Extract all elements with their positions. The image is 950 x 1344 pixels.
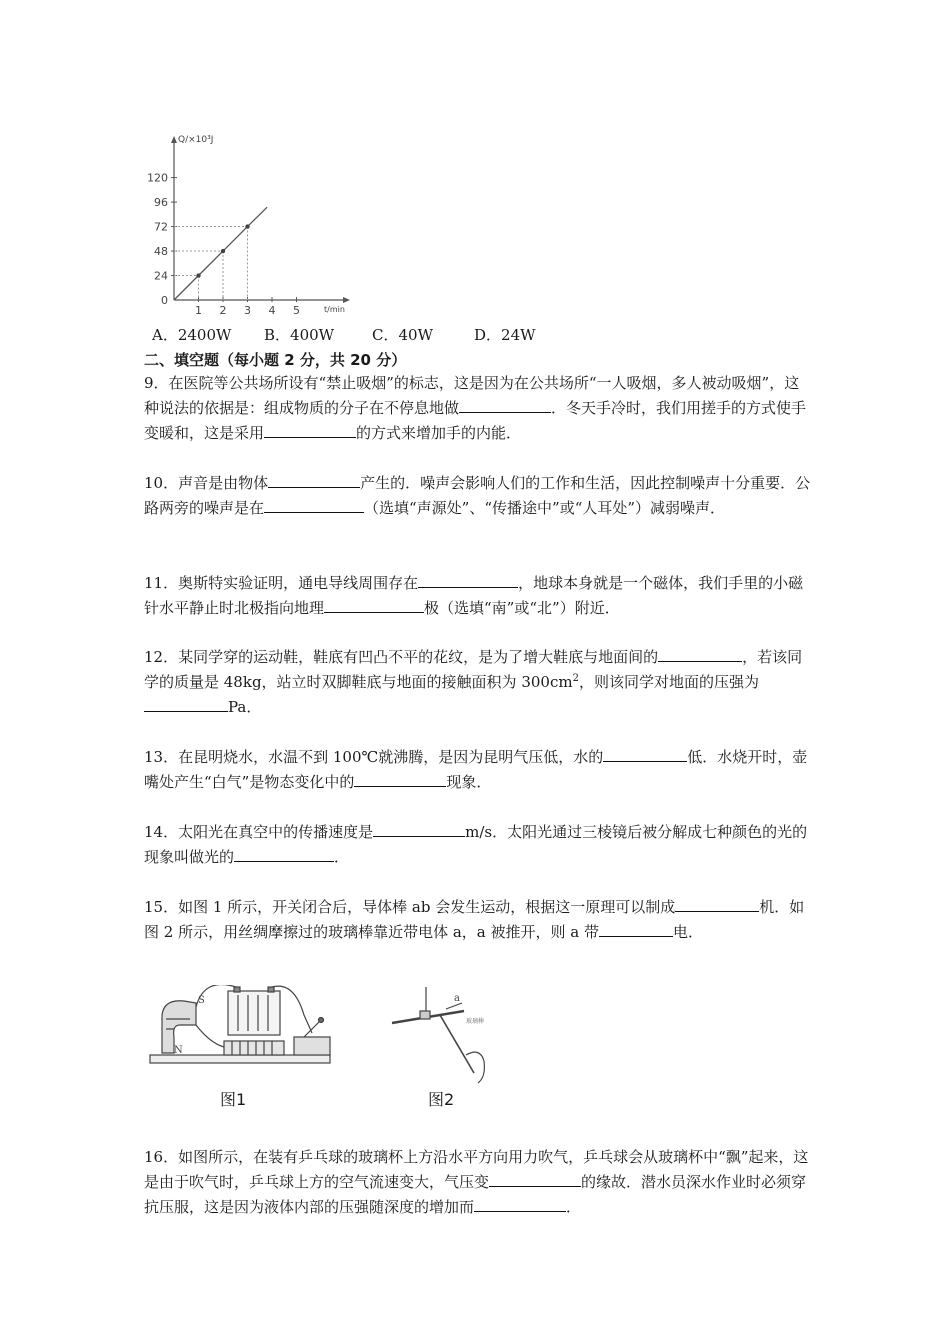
x-tick-label: 1 xyxy=(195,304,202,317)
q14-text-2: m/s．太阳光通过三棱镜后被分解成七种颜色的光的现象叫做光的 xyxy=(144,823,808,866)
q14-text-1: 14．太阳光在真空中的传播速度是 xyxy=(144,823,374,841)
q15-blank-1[interactable] xyxy=(675,896,759,912)
q16-text-1: 16．如图所示，在装有乒乓球的玻璃杯上方沿水平方向用力吹气，乒乓球会从玻璃杯中“飘”起来，这是由于吹气时，乒乓球上方的空气流速变大，气压变 xyxy=(144,1148,809,1191)
y-tick-label: 120 xyxy=(147,171,168,185)
q15-text-3: 电． xyxy=(672,923,703,941)
q11-text-1: 11．奥斯特实验证明，通电导线周围存在 xyxy=(144,574,419,592)
question-14 xyxy=(144,820,814,870)
q14-blank-2[interactable] xyxy=(234,846,334,862)
y-axis-arrow xyxy=(171,136,177,143)
question-10 xyxy=(144,471,814,521)
q15-text-2: 机．如图 2 所示，用丝绸摩擦过的玻璃棒靠近带电体 a，a 被推开，则 a 带 xyxy=(144,898,805,941)
q10-text-3: （选填“声源处”、“传播途中”或“人耳处”）减弱噪声． xyxy=(364,499,726,517)
y-tick-label: 96 xyxy=(154,196,168,210)
svg-text:玻璃棒: 玻璃棒 xyxy=(466,1018,485,1025)
figure-1-drawing xyxy=(150,985,330,1063)
q15-text-1: 15．如图 1 所示，开关闭合后，导体棒 ab 会发生运动，根据这一原理可以制成 xyxy=(144,898,676,916)
y-tick-label: 24 xyxy=(154,269,168,283)
figure-2-caption: 图2 xyxy=(428,1090,455,1109)
data-point xyxy=(196,273,200,277)
data-line xyxy=(174,207,267,300)
svg-text:a: a xyxy=(454,993,460,1004)
q10-blank-2[interactable] xyxy=(264,497,364,513)
q13-text-2: 低．水烧开时，壶嘴处产生“白气”是物态变化中的 xyxy=(144,748,808,791)
option-d[interactable]: D．24W xyxy=(474,326,536,344)
q14-text-3: ． xyxy=(334,848,350,866)
y-axis-label: Q/×10³J xyxy=(178,135,214,145)
figures-row xyxy=(144,985,544,1115)
q12-superscript: 2 xyxy=(572,673,579,684)
q10-blank-1[interactable] xyxy=(268,472,360,488)
question-16 xyxy=(144,1145,814,1220)
q15-blank-2[interactable] xyxy=(599,921,673,937)
q12-text-2: ，若该同学的质量是 48kg，站立时双脚鞋底与地面的接触面积为 300cm xyxy=(144,648,803,691)
q11-text-2: ，地球本身就是一个磁体，我们手里的小磁针水平静止时北极指向地理 xyxy=(144,574,804,617)
y-tick-label: 48 xyxy=(154,245,168,259)
q12-blank-1[interactable] xyxy=(658,646,742,662)
q11-text-3: 极（选填“南”或“北”）附近． xyxy=(424,599,620,617)
q12-text-4: Pa． xyxy=(228,698,262,716)
question-11 xyxy=(144,571,814,621)
q16-blank-2[interactable] xyxy=(474,1196,566,1212)
option-a[interactable]: A．2400W xyxy=(152,326,232,344)
graph-svg xyxy=(140,128,370,328)
x-tick-label: 4 xyxy=(268,304,276,317)
option-c[interactable]: C．40W xyxy=(372,326,433,344)
q9-blank-1[interactable] xyxy=(459,397,551,413)
figure-1-caption: 图1 xyxy=(220,1090,247,1109)
question-15 xyxy=(144,895,814,945)
q12-blank-2[interactable] xyxy=(144,696,228,712)
q12-text-3: ，则该同学对地面的压强为 xyxy=(578,673,759,691)
y-tick-label: 0 xyxy=(161,294,168,307)
x-tick-label: 3 xyxy=(244,304,251,317)
y-tick-label: 72 xyxy=(154,220,168,234)
data-point xyxy=(245,224,249,228)
q16-text-2: 的缘故．潜水员深水作业时必须穿抗压服，这是因为液体内部的压强随深度的增加而 xyxy=(144,1173,807,1216)
q9-text-2: ．冬天手冷时，我们用搓手的方式使手变暖和，这是采用 xyxy=(144,399,807,442)
figure-2-drawing xyxy=(392,987,484,1083)
q10-text-2: 产生的．噪声会影响人们的工作和生活，因此控制噪声十分重要．公路两旁的噪声是在 xyxy=(144,474,811,517)
figure-drawings xyxy=(144,985,544,1085)
x-tick-label: 2 xyxy=(219,304,227,317)
x-tick-label: 5 xyxy=(293,304,300,317)
q13-text-3: 现象． xyxy=(446,773,492,791)
q11-blank-2[interactable] xyxy=(324,597,424,613)
heat-time-graph xyxy=(140,128,370,328)
q13-blank-1[interactable] xyxy=(603,746,687,762)
data-point xyxy=(221,249,225,253)
section-title: 二、填空题（每小题 2 分，共 20 分） xyxy=(144,351,407,369)
option-b[interactable]: B．400W xyxy=(264,326,335,344)
q14-blank-1[interactable] xyxy=(373,821,465,837)
q9-text-1: 9．在医院等公共场所设有“禁止吸烟”的标志，这是因为在公共场所“一人吸烟，多人被动吸烟”，这种说法的依据是：组成物质的分子在不停息地做 xyxy=(144,374,800,417)
q16-blank-1[interactable] xyxy=(489,1171,581,1187)
q11-blank-1[interactable] xyxy=(418,572,518,588)
q13-blank-2[interactable] xyxy=(354,771,446,787)
q9-text-3: 的方式来增加手的内能． xyxy=(356,424,522,442)
q9-blank-2[interactable] xyxy=(264,422,356,438)
question-12 xyxy=(144,645,814,720)
q10-text-1: 10．声音是由物体 xyxy=(144,474,269,492)
answer-options xyxy=(152,324,536,345)
svg-text:N: N xyxy=(174,1045,183,1056)
q13-text-1: 13．在昆明烧水，水温不到 100℃就沸腾，是因为昆明气压低，水的 xyxy=(144,748,604,766)
x-axis-arrow xyxy=(343,297,350,303)
x-axis-label: t/min xyxy=(324,305,345,314)
svg-text:S: S xyxy=(198,995,205,1006)
q12-text-1: 12．某同学穿的运动鞋，鞋底有凹凸不平的花纹，是为了增大鞋底与地面间的 xyxy=(144,648,659,666)
q16-text-3: ． xyxy=(566,1198,582,1216)
question-9 xyxy=(144,371,814,446)
question-13 xyxy=(144,745,814,795)
